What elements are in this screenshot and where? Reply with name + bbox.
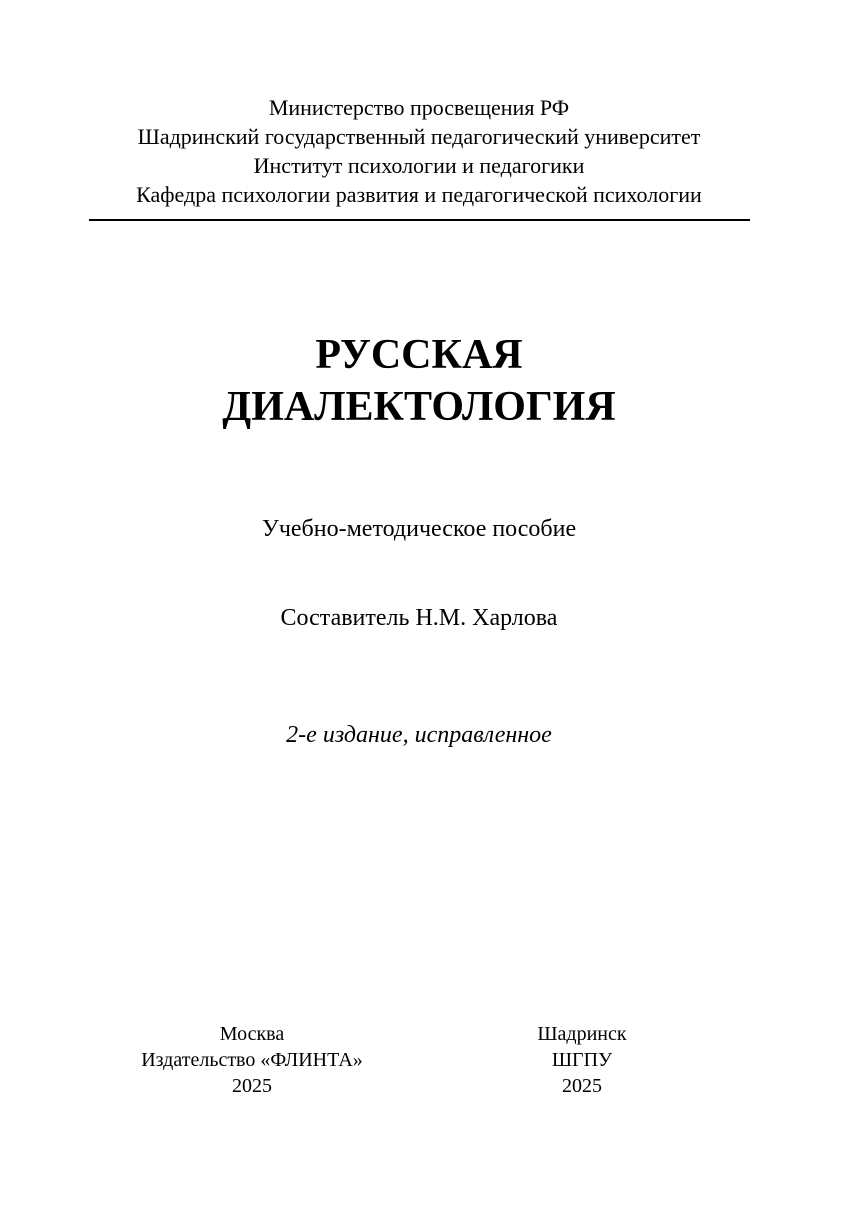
book-subtitle: Учебно-методическое пособие xyxy=(261,516,577,542)
imprint-year: 2025 xyxy=(562,1075,602,1097)
imprint-publisher: ШГПУ xyxy=(551,1049,613,1071)
book-title-line-1: РУССКАЯ xyxy=(315,332,523,378)
imprint-publisher: Издательство «ФЛИНТА» xyxy=(141,1049,363,1071)
header-divider xyxy=(89,219,750,221)
imprint-year: 2025 xyxy=(232,1075,272,1097)
imprint-city: Москва xyxy=(219,1023,285,1045)
ministry-name: Министерство просвещения РФ xyxy=(268,95,570,120)
book-title-line-2: ДИАЛЕКТОЛОГИЯ xyxy=(222,384,616,430)
edition-note: 2-е издание, исправленное xyxy=(286,722,552,748)
book-title xyxy=(0,329,838,433)
imprint-moscow xyxy=(122,1021,382,1099)
department-name: Кафедра психологии развития и педагогической психологии xyxy=(136,182,702,207)
university-name: Шадринский государственный педагогический университет xyxy=(137,124,701,149)
compiler-credit: Составитель Н.М. Харлова xyxy=(280,605,558,631)
imprint-shadrinsk xyxy=(502,1021,662,1099)
imprint-city: Шадринск xyxy=(537,1023,627,1045)
institute-name: Институт психологии и педагогики xyxy=(253,153,585,178)
institution-header xyxy=(89,93,749,209)
